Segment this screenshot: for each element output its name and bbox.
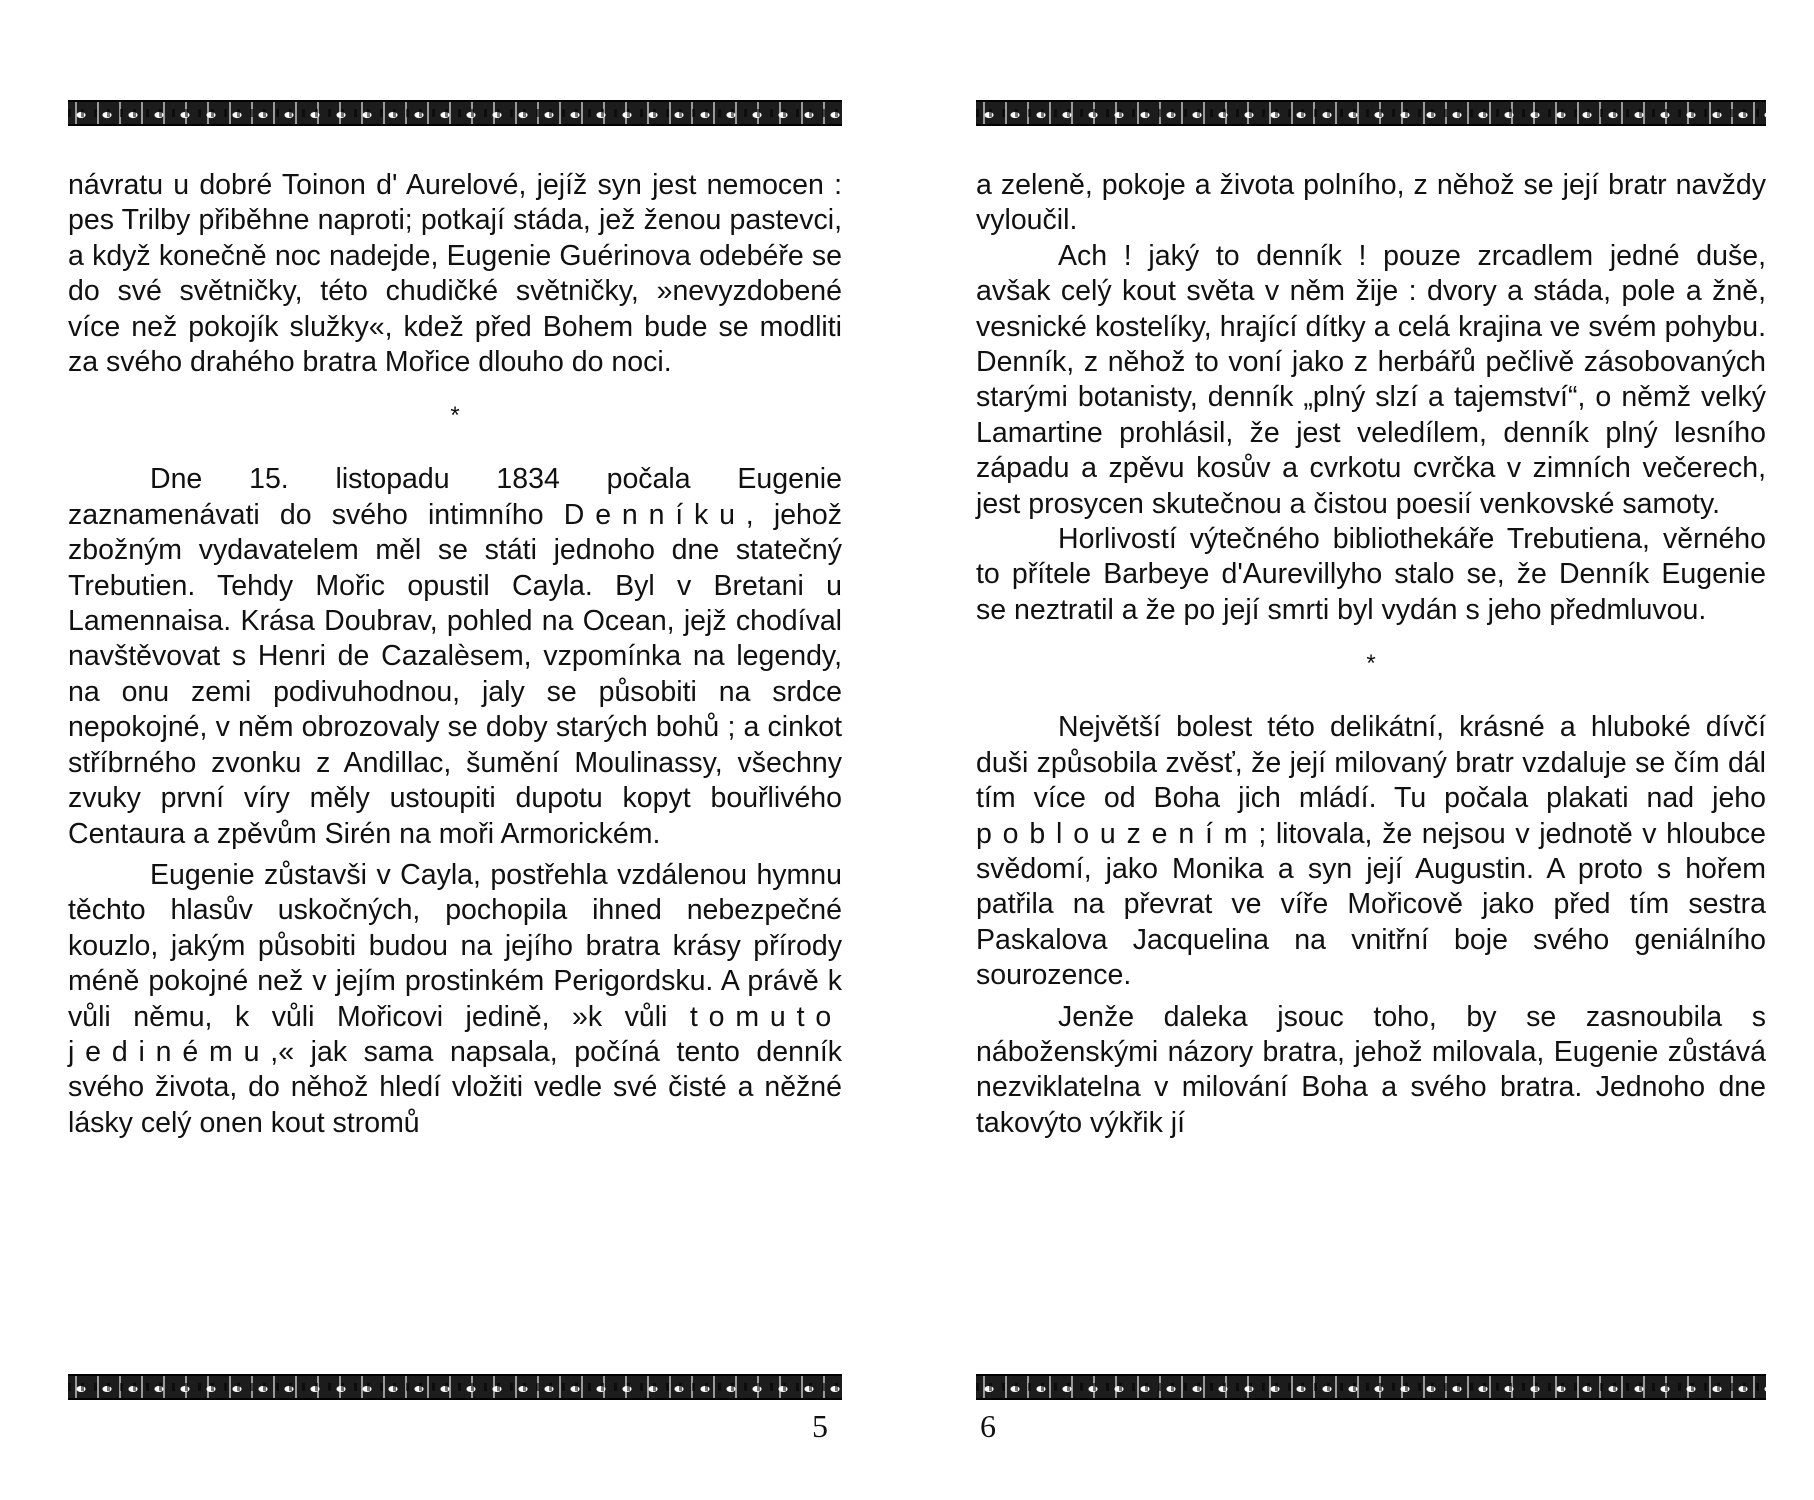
- paragraph: [976, 522, 1766, 628]
- paragraph-text: Dne 15. listopadu 1834 počala Eugenie zaznamenávati do svého intimního: [68, 463, 842, 531]
- paragraph: [976, 239, 1766, 522]
- emphasized-word: Denníku: [563, 498, 746, 531]
- bottom-ornament-border: [976, 1374, 1766, 1400]
- paragraph: [976, 168, 1766, 239]
- paragraph-text: a zeleně, pokoje a života polního, z něhož se její bratr navždy vyloučil.: [976, 169, 1766, 237]
- left-page: [68, 0, 842, 1500]
- paragraph-text: návratu u dobré Toinon d' Aurelové, jejíž syn jest nemocen : pes Trilby přiběhne naproti; potkají stáda, jež ženou pastevci, a když konečně noc nadejde, Eugenie Guérinova odebéře se do své světničky, této chudičké světničky, »nevyzdobené více než pokojík služky«, kdež před Bohem bude se modliti za svého drahého bratra Mořice dlouho do noci.: [68, 169, 842, 379]
- page-number: 5: [812, 1408, 828, 1444]
- paragraph-text: , jehož zbožným vydavatelem měl se státi jednoho dne statečný Trebutien. Tehdy Mořic opustil Cayla. Byl v Bretani u Lamennaisa. Krása Doubrav, pohled na Ocean, jejž chodíval navštěvovat s Henri de Cazalèsem, vzpomínka na legendy, na onu zemi podivuhodnou, jaly se působiti na srdce nepokojné, v něm obrozovaly se doby starých bohů ; a cinkot stříbrného zvonku z Andillac, šumění Moulinassy, všechny zvuky první víry měly ustoupiti dupotu kopyt bouřlivého Centaura a zpěvům Sirén na moři Armorickém.: [68, 498, 842, 850]
- right-page: [976, 0, 1766, 1500]
- paragraph: [976, 710, 1766, 993]
- emphasized-word: poblouzením: [976, 817, 1259, 850]
- left-page-text: [68, 168, 842, 1141]
- right-page-text: [976, 168, 1766, 1141]
- section-separator-asterisk: *: [450, 402, 460, 430]
- paragraph-text: Ach ! jaký to denník ! pouze zrcadlem jedné duše, avšak celý kout světa v něm žije : dvory a stáda, pole a žně, vesnické kostelíky, hrající dítky a celá krajina ve svém pohybu. Denník, z něhož to voní jako z herbářů pečlivě zásobovaných starými botanisty, denník „plný slzí a tajemství“, o němž velký Lamartine prohlásil, že jest veledílem, denník plný lesního západu a zpěvu kosův a cvrkotu cvrčka v zimních večerech, jest prosycen skutečnou a čistou poesií venkovské samoty.: [976, 239, 1766, 520]
- top-ornament-border: [68, 100, 842, 126]
- paragraph: [68, 168, 842, 380]
- paragraph-text: ; litovala, že nejsou v jednotě v hloubce svědomí, jako Monika a syn její Augustin. A proto s hořem patřila na převrat ve víře Mořicově jako před tím sestra Paskalova Jacquelina na vnitřní boje svého geniálního sourozence.: [976, 817, 1766, 992]
- paragraph: [68, 858, 842, 1141]
- paragraph: [68, 462, 842, 851]
- section-separator-asterisk: *: [1366, 650, 1376, 678]
- paragraph-text: Horlivostí výtečného bibliothekáře Trebutiena, věrného to přítele Barbeye d'Aurevillyho stalo se, že Denník Eugenie se neztratil a že po její smrti byl vydán s jeho předmluvou.: [976, 523, 1766, 626]
- paragraph-text: Největší bolest této delikátní, krásné a hluboké dívčí duši způsobila zvěsť, že její milovaný bratr vzdaluje se čím dál tím více od Boha jich mládí. Tu počala plakati nad jeho: [976, 711, 1766, 815]
- paragraph: [976, 1000, 1766, 1142]
- top-ornament-border: [976, 100, 1766, 126]
- paragraph-text: Eugenie zůstavši v Cayla, postřehla vzdálenou hymnu těchto hlasův uskočných, pochopila ihned nebezpečné kouzlo, jakým působiti budou na jejího bratra krásy přírody méně pokojné než v jejím prostinkém Perigordsku. A právě k vůli němu, k vůli Mořicovi jedině, »k vůli: [68, 858, 842, 1033]
- paragraph-text: Jenže daleka jsouc toho, by se zasnoubila s náboženskými názory bratra, jehož milovala, Eugenie zůstává nezviklatelna v milování Boha a svého bratra. Jednoho dne takovýto výkřik jí: [976, 1000, 1766, 1139]
- bottom-ornament-border: [68, 1374, 842, 1400]
- page-number: 6: [980, 1408, 996, 1444]
- emphasized-word: tomuto jedinému: [68, 1000, 842, 1068]
- paragraph-text: ,« jak sama napsala, počíná tento denník svého života, do něhož hledí vložiti vedle své čisté a něžné lásky celý onen kout stromů: [68, 1035, 842, 1139]
